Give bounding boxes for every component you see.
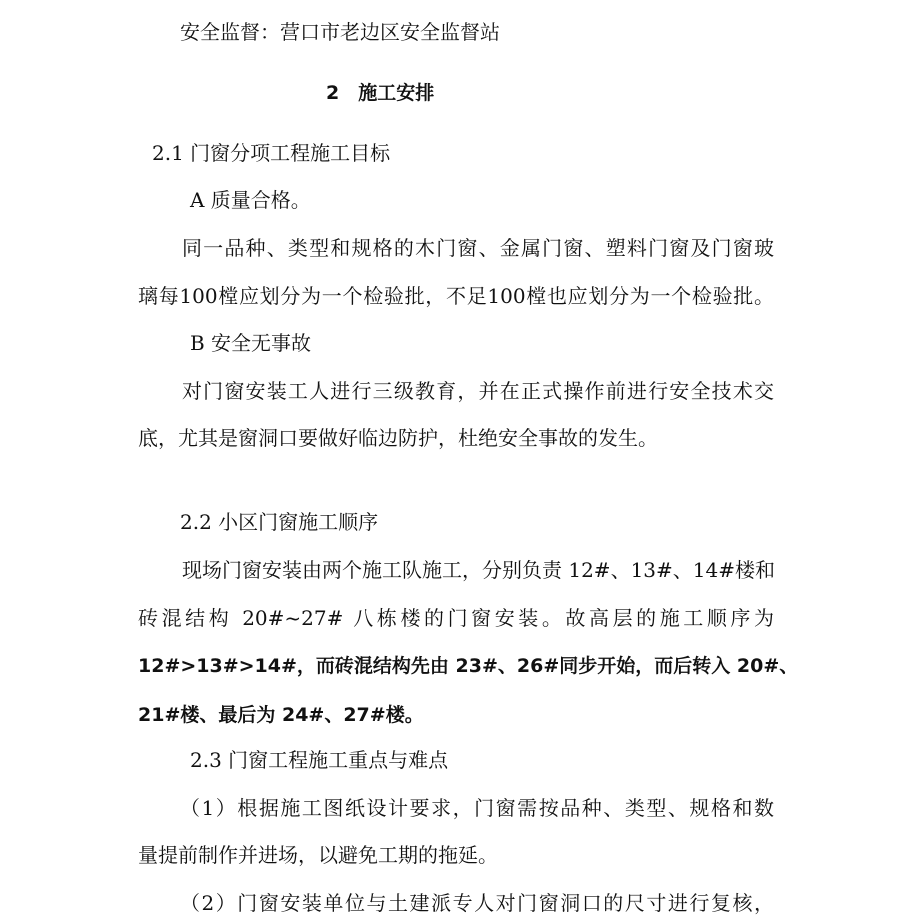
paragraph-line: 现场门窗安装由两个施工队施工，分别负责 12#、13#、14#楼和 [182, 558, 775, 582]
paragraph-line: 底，尤其是窗洞口要做好临边防护，杜绝安全事故的发生。 [138, 426, 658, 450]
safety-target: B 安全无事故 [190, 331, 312, 355]
paragraph-line: （1）根据施工图纸设计要求，门窗需按品种、类型、规格和数 [180, 796, 774, 820]
section-heading: 2 施工安排 [326, 82, 435, 104]
paragraph-line: 量提前制作并进场，以避免工期的拖延。 [138, 843, 498, 867]
paragraph-line: （2）门窗安装单位与土建派专人对门窗洞口的尺寸进行复核， [180, 891, 774, 915]
quality-target: A 质量合格。 [190, 188, 311, 212]
paragraph-line: 璃每100樘应划分为一个检验批，不足100樘也应划分为一个检验批。 [138, 284, 774, 308]
paragraph-line: 砖混结构 20#~27# 八栋楼的门窗安装。故高层的施工顺序为 [138, 606, 774, 630]
paragraph-line: 对门窗安装工人进行三级教育，并在正式操作前进行安全技术交 [182, 379, 774, 403]
paragraph-line-bold: 12#>13#>14#，而砖混结构先由 23#、26#同步开始，而后转入 20#、 [138, 655, 799, 677]
subsection-heading-2-1: 2.1 门窗分项工程施工目标 [152, 141, 391, 165]
subsection-heading-2-3: 2.3 门窗工程施工重点与难点 [190, 748, 449, 772]
paragraph-line-bold: 21#楼、最后为 24#、27#楼。 [138, 704, 424, 726]
subsection-heading-2-2: 2.2 小区门窗施工顺序 [180, 510, 379, 534]
safety-supervision-line: 安全监督：营口市老边区安全监督站 [180, 20, 500, 44]
paragraph-line: 同一品种、类型和规格的木门窗、金属门窗、塑料门窗及门窗玻 [182, 236, 774, 260]
